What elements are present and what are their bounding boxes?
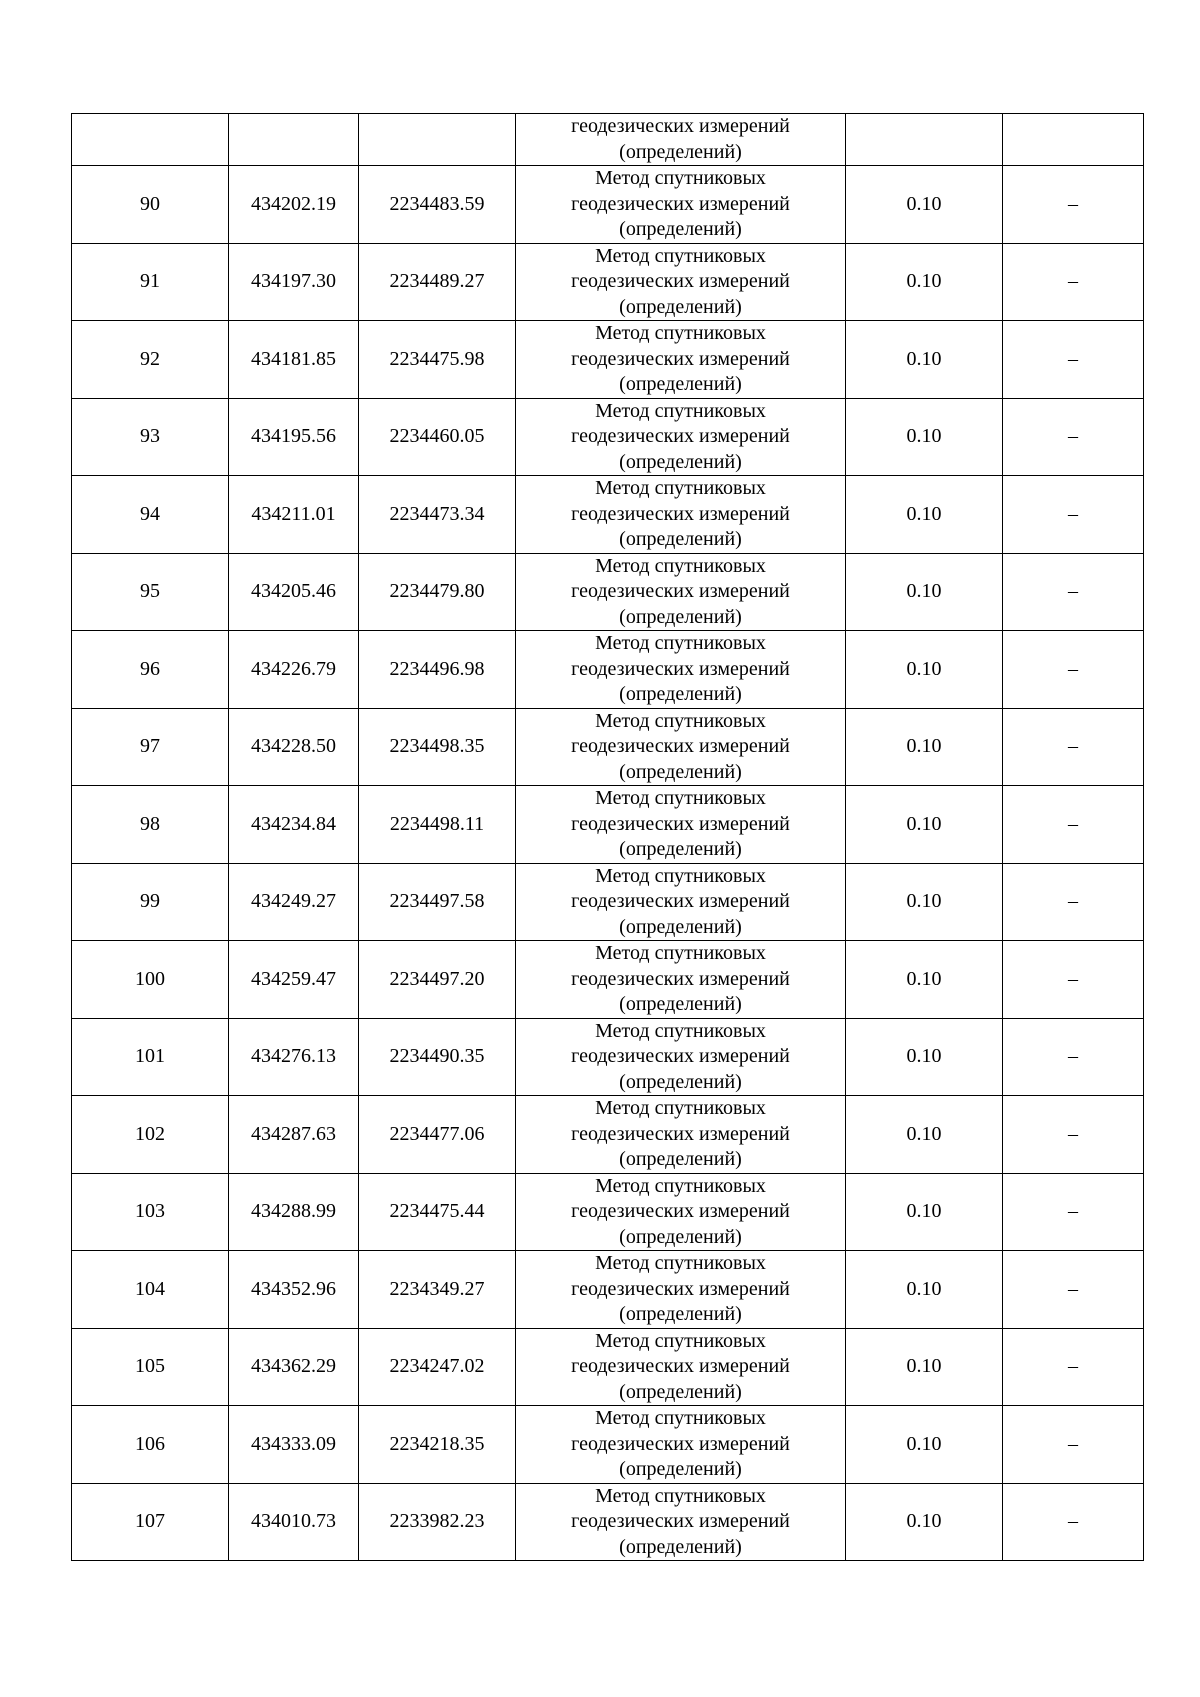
method-line-1: Метод спутниковых: [595, 709, 766, 732]
method-line-3: (определений): [619, 605, 742, 628]
cell-accuracy: 0.10: [846, 398, 1003, 476]
cell-x: 434362.29: [229, 1328, 359, 1406]
table-row: [72, 1251, 1144, 1329]
method-line-1: Метод спутниковых: [595, 1329, 766, 1352]
method-line-3: (определений): [619, 295, 742, 318]
cell-num: 106: [72, 1406, 229, 1484]
cell-method: [516, 321, 846, 399]
cell-y: 2234483.59: [359, 166, 516, 244]
cell-accuracy: 0.10: [846, 1251, 1003, 1329]
cell-num: 105: [72, 1328, 229, 1406]
cell-note: –: [1003, 321, 1144, 399]
table-row: [72, 631, 1144, 709]
method-line-3: (определений): [619, 1535, 742, 1558]
cell-x: [229, 114, 359, 166]
method-line-1: Метод спутниковых: [595, 1252, 766, 1274]
cell-method: [516, 114, 846, 166]
cell-num: 97: [72, 708, 229, 786]
cell-note: –: [1003, 398, 1144, 476]
table-row: [72, 941, 1144, 1019]
cell-note: –: [1003, 166, 1144, 244]
method-line-2: геодезических измерений: [571, 115, 790, 137]
cell-num: 94: [72, 476, 229, 554]
method-line-2: геодезических измерений: [571, 1432, 790, 1455]
cell-accuracy: 0.10: [846, 1173, 1003, 1251]
method-line-3: (определений): [619, 528, 742, 550]
cell-accuracy: 0.10: [846, 786, 1003, 864]
method-line-2: геодезических измерений: [571, 967, 790, 990]
cell-num: 90: [72, 166, 229, 244]
cell-num: 91: [72, 243, 229, 321]
table-row: [72, 476, 1144, 554]
cell-num: 102: [72, 1096, 229, 1174]
cell-x: 434181.85: [229, 321, 359, 399]
cell-note: –: [1003, 863, 1144, 941]
table-body: [72, 114, 1144, 1561]
cell-method: [516, 941, 846, 1019]
cell-y: 2234473.34: [359, 476, 516, 554]
cell-x: 434287.63: [229, 1096, 359, 1174]
cell-x: 434205.46: [229, 553, 359, 631]
cell-accuracy: 0.10: [846, 476, 1003, 554]
cell-y: 2234498.11: [359, 786, 516, 864]
cell-note: [1003, 114, 1144, 166]
cell-method: [516, 1328, 846, 1406]
cell-method: [516, 1483, 846, 1561]
table-row: [72, 1328, 1144, 1406]
cell-num: 92: [72, 321, 229, 399]
method-line-3: (определений): [619, 993, 742, 1015]
coordinates-table: [71, 113, 1144, 1561]
method-line-2: геодезических измерений: [571, 270, 790, 292]
cell-note: –: [1003, 1406, 1144, 1484]
method-line-3: (определений): [619, 760, 742, 783]
method-line-3: (определений): [619, 1070, 742, 1093]
method-line-3: (определений): [619, 1458, 742, 1480]
cell-y: 2234497.20: [359, 941, 516, 1019]
cell-accuracy: 0.10: [846, 243, 1003, 321]
cell-accuracy: [846, 114, 1003, 166]
method-line-2: геодезических измерений: [571, 890, 790, 912]
cell-num: 99: [72, 863, 229, 941]
method-line-3: (определений): [619, 450, 742, 473]
cell-method: [516, 476, 846, 554]
cell-accuracy: 0.10: [846, 941, 1003, 1019]
table-row: [72, 1406, 1144, 1484]
cell-note: –: [1003, 1173, 1144, 1251]
cell-x: 434234.84: [229, 786, 359, 864]
cell-method: [516, 553, 846, 631]
cell-y: 2234460.05: [359, 398, 516, 476]
cell-y: 2234247.02: [359, 1328, 516, 1406]
cell-accuracy: 0.10: [846, 1096, 1003, 1174]
cell-note: –: [1003, 1483, 1144, 1561]
method-line-1: Метод спутниковых: [595, 322, 766, 344]
table-row: [72, 1018, 1144, 1096]
method-line-2: геодезических измерений: [571, 1122, 790, 1145]
cell-y: 2234498.35: [359, 708, 516, 786]
cell-method: [516, 863, 846, 941]
method-line-3: (определений): [619, 915, 742, 938]
cell-method: [516, 398, 846, 476]
table-row: [72, 708, 1144, 786]
method-line-2: геодезических измерений: [571, 580, 790, 602]
cell-accuracy: 0.10: [846, 166, 1003, 244]
table-row: [72, 553, 1144, 631]
cell-y: 2234496.98: [359, 631, 516, 709]
cell-method: [516, 1018, 846, 1096]
cell-num: 103: [72, 1173, 229, 1251]
cell-accuracy: 0.10: [846, 1406, 1003, 1484]
cell-x: 434288.99: [229, 1173, 359, 1251]
method-line-3: (определений): [619, 838, 742, 860]
cell-accuracy: 0.10: [846, 863, 1003, 941]
cell-method: [516, 1096, 846, 1174]
cell-note: –: [1003, 1096, 1144, 1174]
method-line-1: Метод спутниковых: [595, 244, 766, 267]
method-line-3: (определений): [619, 218, 742, 240]
cell-num: 98: [72, 786, 229, 864]
method-line-1: Метод спутниковых: [595, 477, 766, 499]
cell-y: 2234489.27: [359, 243, 516, 321]
cell-accuracy: 0.10: [846, 1483, 1003, 1561]
table-row: [72, 321, 1144, 399]
cell-note: –: [1003, 1018, 1144, 1096]
cell-x: 434259.47: [229, 941, 359, 1019]
table-row: [72, 166, 1144, 244]
method-line-3: (определений): [619, 1380, 742, 1403]
table-row: [72, 243, 1144, 321]
cell-y: 2234490.35: [359, 1018, 516, 1096]
cell-x: 434010.73: [229, 1483, 359, 1561]
table-row: [72, 1096, 1144, 1174]
method-line-2: геодезических измерений: [571, 812, 790, 835]
cell-note: –: [1003, 1328, 1144, 1406]
cell-num: 104: [72, 1251, 229, 1329]
cell-x: 434202.19: [229, 166, 359, 244]
cell-accuracy: 0.10: [846, 321, 1003, 399]
cell-accuracy: 0.10: [846, 631, 1003, 709]
cell-y: 2234475.98: [359, 321, 516, 399]
method-line-1: Метод спутниковых: [595, 167, 766, 189]
cell-note: –: [1003, 786, 1144, 864]
cell-x: 434333.09: [229, 1406, 359, 1484]
cell-y: 2234497.58: [359, 863, 516, 941]
cell-num: 96: [72, 631, 229, 709]
cell-num: 93: [72, 398, 229, 476]
cell-y: 2234349.27: [359, 1251, 516, 1329]
cell-num: 100: [72, 941, 229, 1019]
cell-x: 434197.30: [229, 243, 359, 321]
table-row: [72, 1173, 1144, 1251]
cell-method: [516, 708, 846, 786]
method-line-1: Метод спутниковых: [595, 864, 766, 887]
cell-method: [516, 166, 846, 244]
method-line-2: геодезических измерений: [571, 1200, 790, 1222]
method-line-2: геодезических измерений: [571, 425, 790, 447]
method-line-3: (определений): [619, 373, 742, 395]
table-row: [72, 1483, 1144, 1561]
cell-x: 434195.56: [229, 398, 359, 476]
cell-method: [516, 243, 846, 321]
cell-note: –: [1003, 941, 1144, 1019]
cell-y: [359, 114, 516, 166]
method-line-3: (определений): [619, 1303, 742, 1325]
cell-method: [516, 1406, 846, 1484]
method-line-1: Метод спутниковых: [595, 787, 766, 809]
cell-accuracy: 0.10: [846, 1018, 1003, 1096]
cell-num: 95: [72, 553, 229, 631]
method-line-2: геодезических измерений: [571, 192, 790, 215]
method-line-2: геодезических измерений: [571, 502, 790, 525]
cell-note: –: [1003, 553, 1144, 631]
method-line-1: Метод спутниковых: [595, 942, 766, 964]
cell-note: –: [1003, 243, 1144, 321]
table-row: [72, 786, 1144, 864]
cell-method: [516, 1251, 846, 1329]
cell-x: 434352.96: [229, 1251, 359, 1329]
cell-note: –: [1003, 476, 1144, 554]
cell-note: –: [1003, 1251, 1144, 1329]
cell-num: 101: [72, 1018, 229, 1096]
method-line-1: Метод спутниковых: [595, 632, 766, 654]
cell-y: 2234477.06: [359, 1096, 516, 1174]
cell-method: [516, 631, 846, 709]
table-row: [72, 863, 1144, 941]
method-line-1: Метод спутниковых: [595, 399, 766, 422]
method-line-1: Метод спутниковых: [595, 1097, 766, 1119]
cell-method: [516, 786, 846, 864]
method-line-1: Метод спутниковых: [595, 1019, 766, 1042]
method-line-1: Метод спутниковых: [595, 1484, 766, 1507]
cell-accuracy: 0.10: [846, 553, 1003, 631]
cell-num: 107: [72, 1483, 229, 1561]
method-line-3: (определений): [619, 1225, 742, 1248]
method-line-1: Метод спутниковых: [595, 554, 766, 577]
method-line-3: (определений): [619, 683, 742, 705]
method-line-2: геодезических измерений: [571, 657, 790, 680]
method-line-2: геодезических измерений: [571, 1045, 790, 1067]
cell-note: –: [1003, 708, 1144, 786]
cell-y: 2234479.80: [359, 553, 516, 631]
method-line-2: геодезических измерений: [571, 735, 790, 757]
method-line-3: (определений): [619, 140, 742, 163]
cell-accuracy: 0.10: [846, 1328, 1003, 1406]
cell-x: 434228.50: [229, 708, 359, 786]
cell-note: –: [1003, 631, 1144, 709]
method-line-2: геодезических измерений: [571, 1277, 790, 1300]
cell-y: 2234475.44: [359, 1173, 516, 1251]
cell-x: 434226.79: [229, 631, 359, 709]
table-row: [72, 398, 1144, 476]
cell-method: [516, 1173, 846, 1251]
method-line-2: геодезических измерений: [571, 347, 790, 370]
cell-x: 434211.01: [229, 476, 359, 554]
cell-num: [72, 114, 229, 166]
cell-x: 434276.13: [229, 1018, 359, 1096]
method-line-1: Метод спутниковых: [595, 1174, 766, 1197]
method-line-2: геодезических измерений: [571, 1355, 790, 1377]
method-line-2: геодезических измерений: [571, 1510, 790, 1532]
method-line-1: Метод спутниковых: [595, 1407, 766, 1429]
continuation-row: [72, 114, 1144, 166]
cell-x: 434249.27: [229, 863, 359, 941]
cell-y: 2233982.23: [359, 1483, 516, 1561]
method-line-3: (определений): [619, 1148, 742, 1170]
cell-accuracy: 0.10: [846, 708, 1003, 786]
cell-y: 2234218.35: [359, 1406, 516, 1484]
